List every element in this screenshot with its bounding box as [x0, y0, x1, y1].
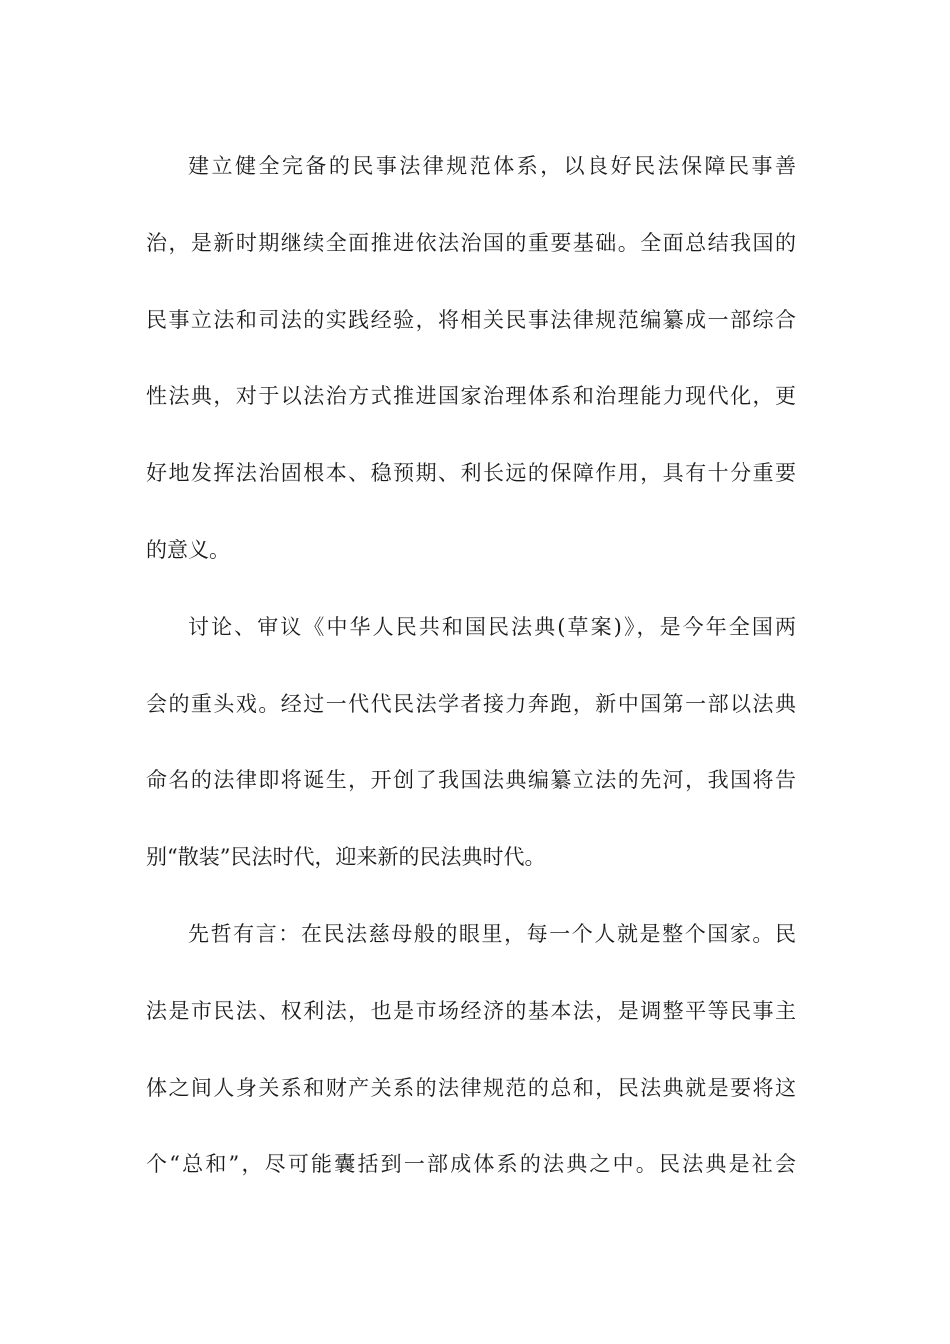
- paragraph-1: [146, 128, 796, 589]
- text-line: 先哲有言：在民法慈母般的眼里，每一个人就是整个国家。民: [188, 921, 796, 946]
- text-line: 性法典，对于以法治方式推进国家治理体系和治理能力现代化，更: [146, 384, 796, 409]
- text-line: 命名的法律即将诞生，开创了我国法典编纂立法的先河，我国将告: [146, 768, 796, 793]
- text-line: 个“总和”，尽可能囊括到一部成体系的法典之中。民法典是社会: [146, 1152, 796, 1177]
- text-line: 法是市民法、权利法，也是市场经济的基本法，是调整平等民事主: [146, 998, 796, 1023]
- text-line: 会的重头戏。经过一代代民法学者接力奔跑，新中国第一部以法典: [146, 691, 796, 716]
- text-line: 好地发挥法治固根本、稳预期、利长远的保障作用，具有十分重要: [146, 461, 796, 486]
- text-line: 建立健全完备的民事法律规范体系，以良好民法保障民事善: [188, 154, 796, 178]
- text-line: 体之间人身关系和财产关系的法律规范的总和，民法典就是要将这: [146, 1075, 796, 1100]
- paragraph-3: [146, 896, 796, 1203]
- document-body: [146, 128, 796, 1203]
- text-line: 的意义。: [146, 537, 230, 562]
- text-line: 别“散装”民法时代，迎来新的民法典时代。: [146, 845, 546, 870]
- text-line: 治，是新时期继续全面推进依法治国的重要基础。全面总结我国的: [146, 230, 796, 255]
- text-line: 民事立法和司法的实践经验，将相关民事法律规范编纂成一部综合: [146, 307, 796, 332]
- text-line: 讨论、审议《中华人民共和国民法典(草案)》，是今年全国两: [188, 614, 796, 639]
- paragraph-2: [146, 589, 796, 896]
